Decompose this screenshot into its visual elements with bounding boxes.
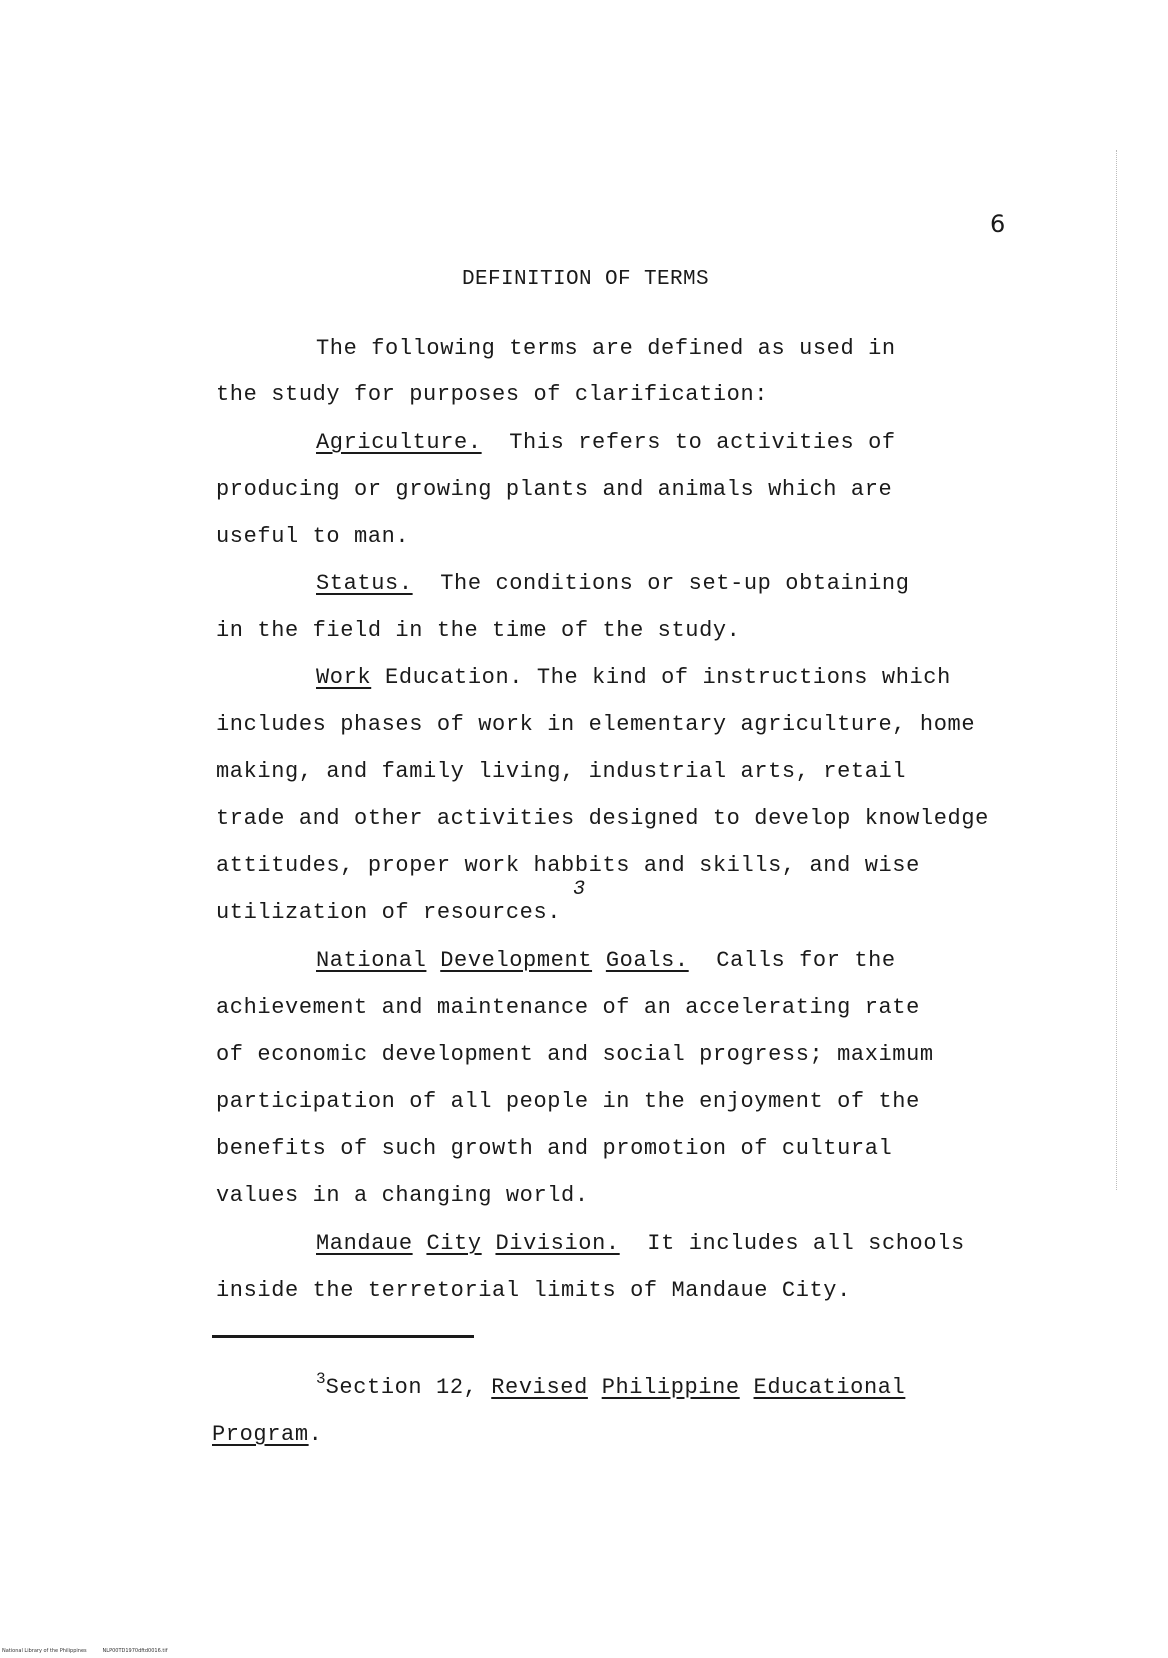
footnote-title-revised: Revised [491,1375,588,1400]
scan-edge-line [1116,150,1118,1190]
national-goals-line-3: of economic development and social progress; maximum [216,1042,934,1067]
page-number: 6 [990,210,1006,238]
term-mandaue: Mandaue [316,1231,413,1256]
term-development: Development [440,948,593,973]
status-definition-line-2: in the field in the time of the study. [216,618,741,643]
footnote-text: Section 12, [325,1375,492,1400]
footnote-title-philippine: Philippine [601,1375,740,1400]
national-goals-line-4: participation of all people in the enjoyment of the [216,1089,920,1114]
term-division: Division. [495,1231,620,1256]
agriculture-definition-line-2: producing or growing plants and animals which are [216,477,893,502]
agriculture-definition-line-1 [316,430,896,456]
national-goals-line-2: achievement and maintenance of an accelerating rate [216,995,920,1020]
status-text-1: The conditions or set-up obtaining [412,571,910,596]
national-goals-line-1 [316,948,896,974]
scan-footer [2,1648,167,1654]
national-goals-text-1: Calls for the [688,948,896,973]
mandaue-line-1 [316,1231,965,1257]
term-work: Work [316,665,372,690]
footnote-title-program: Program [212,1422,309,1447]
work-education-line-1 [316,665,951,691]
footnote-mark: 3 [316,1370,326,1388]
work-education-text-1: Education. The kind of instructions which [371,665,951,690]
term-national: National [316,948,427,973]
work-education-line-2: includes phases of work in elementary agriculture, home [216,712,976,737]
term-goals: Goals. [605,948,689,973]
national-goals-line-5: benefits of such growth and promotion of cultural [216,1136,893,1161]
work-education-line-4: trade and other activities designed to develop knowledge [216,806,989,831]
national-goals-line-6: values in a changing world. [216,1183,589,1208]
term-city: City [426,1231,482,1256]
footnote-line-1 [316,1370,906,1402]
intro-line-2: the study for purposes of clarification: [216,382,769,407]
agriculture-text-1: This refers to activities of [481,430,896,455]
footer-library: National Library of the Philippines [2,1648,87,1654]
intro-line-1: The following terms are defined as used in [316,336,896,361]
status-definition-line-1 [316,571,910,597]
work-education-line-3: making, and family living, industrial arts, retail [216,759,907,784]
section-heading: DEFINITION OF TERMS [462,268,710,291]
footnote-separator [212,1335,474,1338]
footnote-title-educational: Educational [753,1375,906,1400]
footnote-end: . [308,1422,323,1447]
mandaue-text-1: It includes all schools [619,1231,965,1256]
term-agriculture: Agriculture. [316,430,482,455]
agriculture-definition-line-3: useful to man. [216,524,410,549]
footnote-line-2 [212,1422,322,1448]
footnote-reference-3: 3 [573,878,586,901]
work-education-line-6: utilization of resources. [216,900,562,925]
mandaue-line-2: inside the terretorial limits of Mandaue City. [216,1278,851,1303]
footer-file: NLP00TD1970dftd0016.tif [102,1648,168,1654]
work-education-line-5: attitudes, proper work habbits and skills, and wise [216,853,920,878]
term-status: Status. [316,571,413,596]
